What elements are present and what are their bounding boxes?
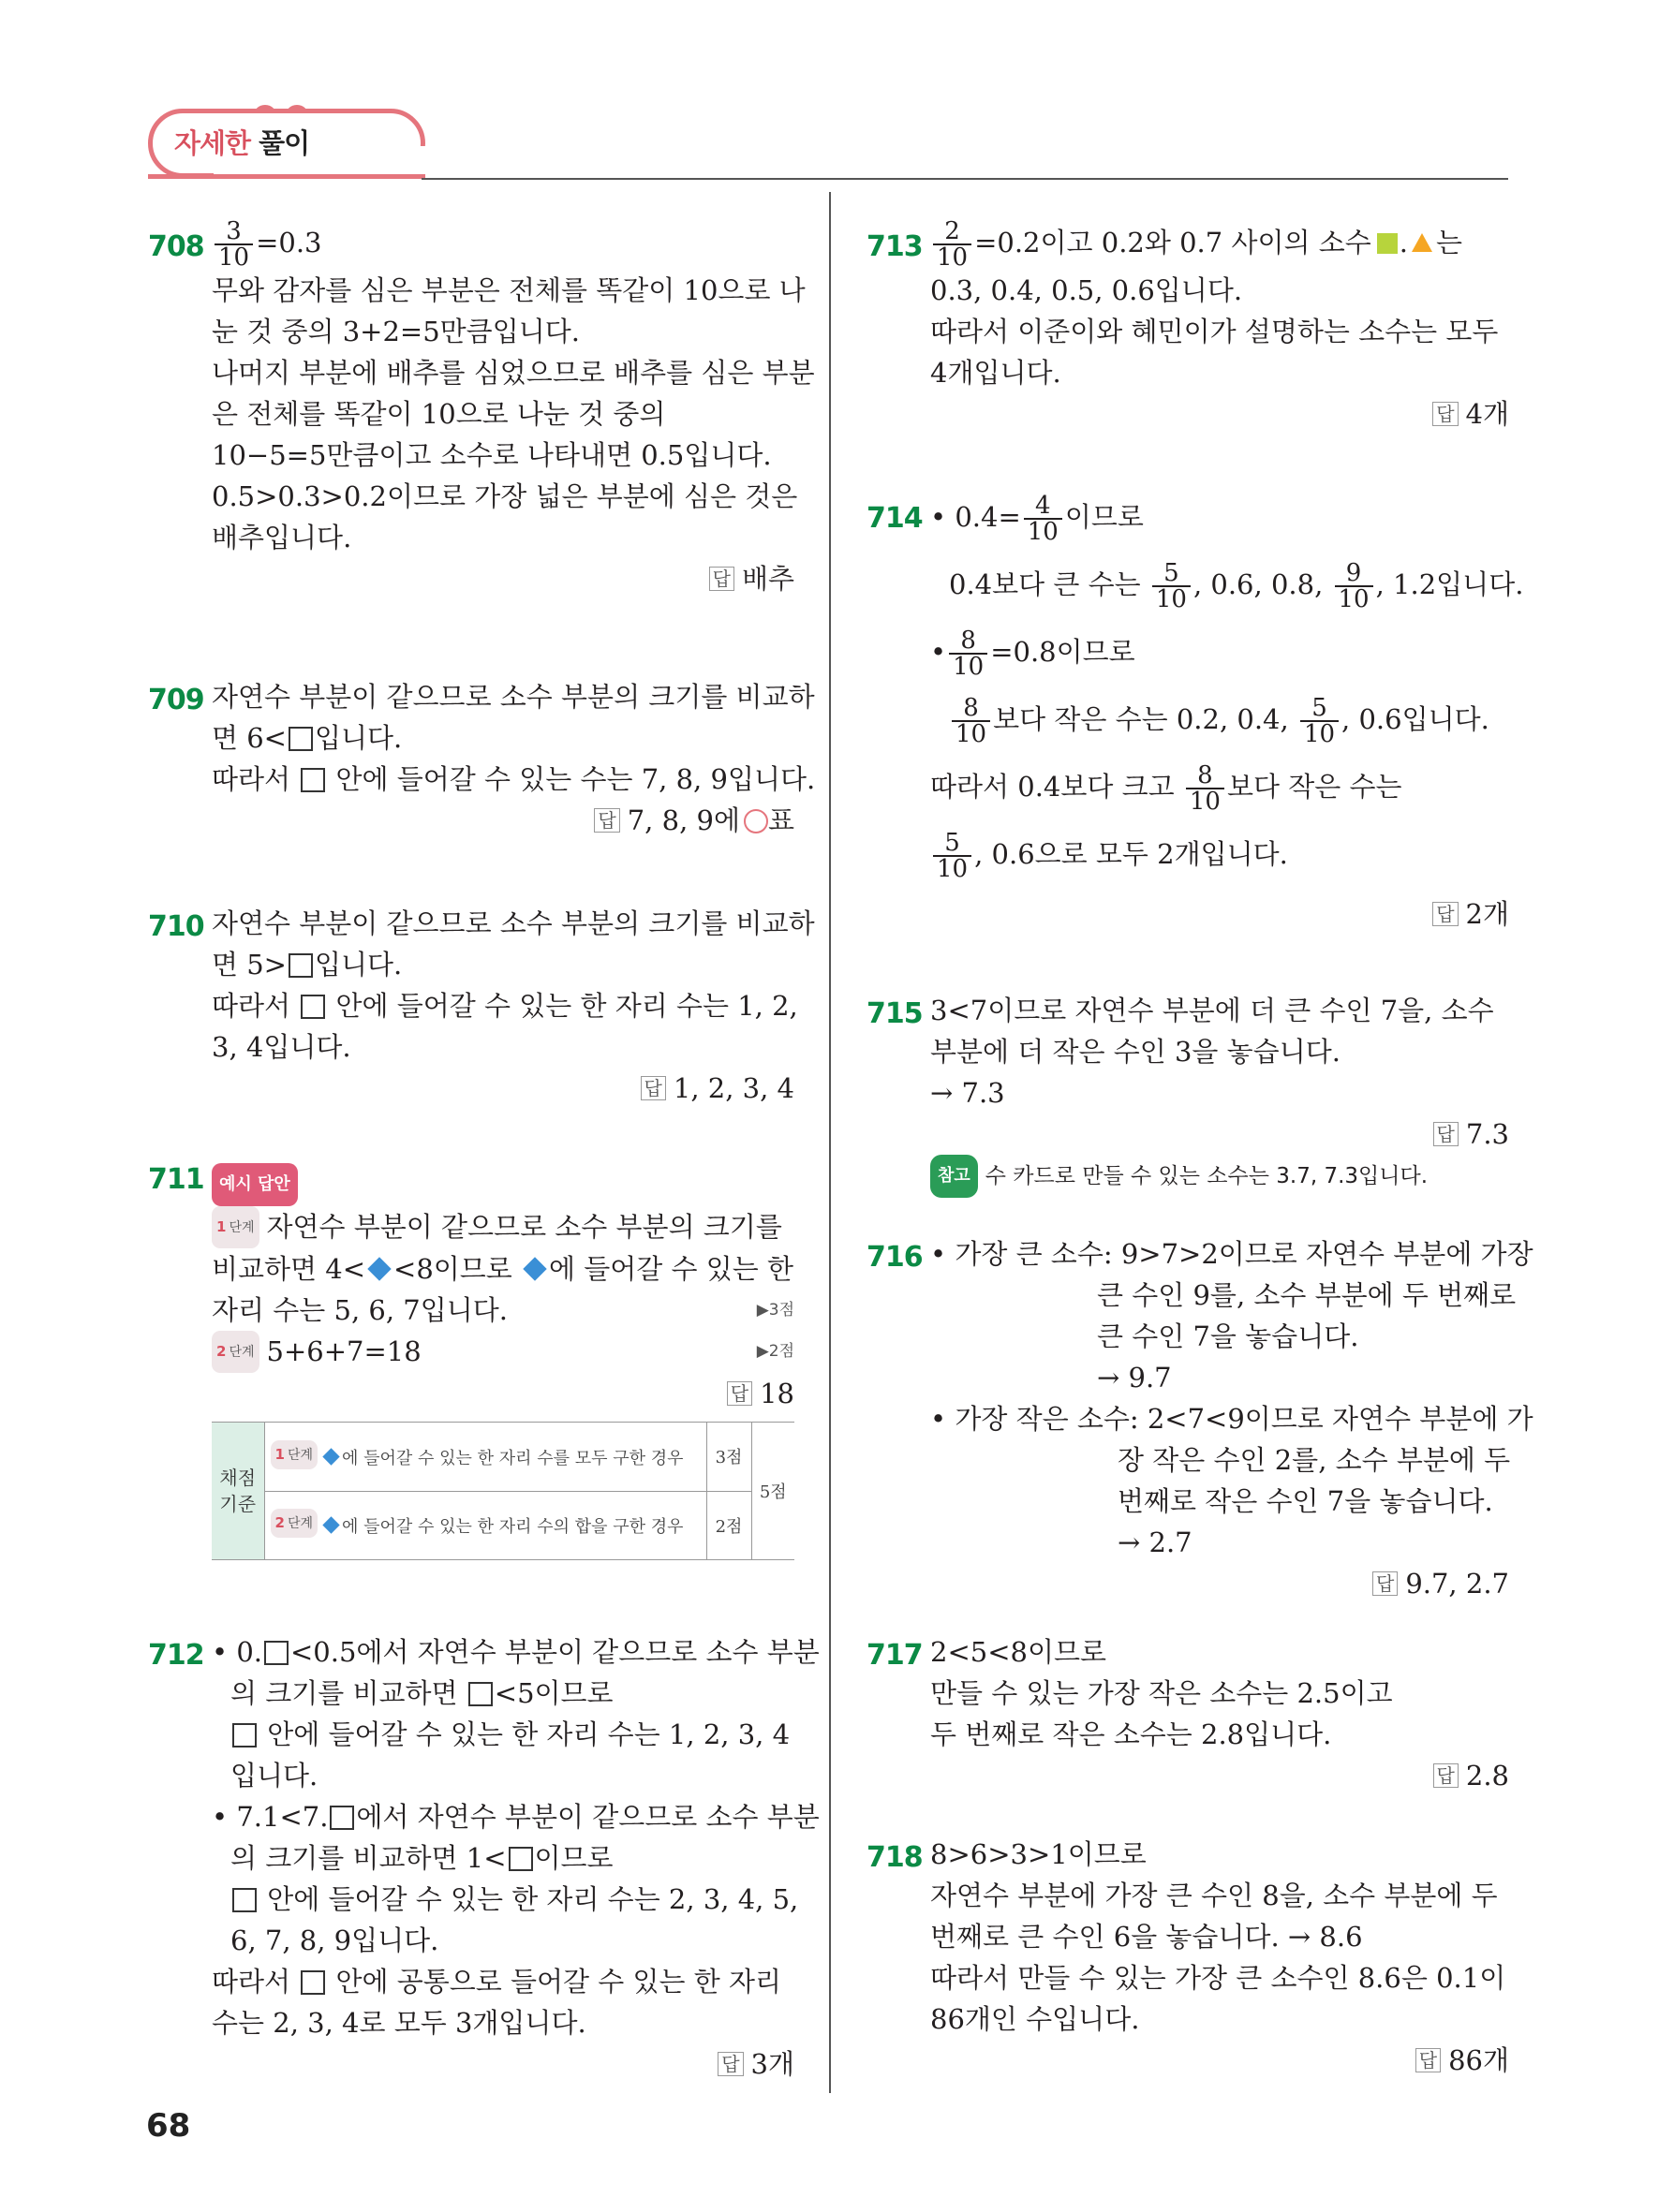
example-answer-badge: 예시 답안 — [212, 1163, 298, 1206]
section-header — [148, 109, 425, 178]
top-divider — [422, 178, 1508, 180]
problem-number: 714 — [867, 502, 923, 535]
answer: 답 2.8 — [930, 1755, 1509, 1796]
blank-box-icon — [301, 995, 325, 1019]
problem-number: 715 — [867, 997, 923, 1030]
blank-box-icon — [301, 768, 325, 792]
problem-number: 716 — [867, 1241, 923, 1274]
text-line: 눈 것 중의 3+2=5만큼입니다. — [212, 316, 580, 347]
problem-number: 709 — [148, 684, 204, 716]
blank-box-icon — [264, 1641, 289, 1665]
answer: 답 9.7, 2.7 — [930, 1563, 1509, 1604]
blank-box-icon — [301, 1970, 325, 1995]
answer: 답 7.3 — [930, 1113, 1509, 1155]
text-line: 은 전체를 똑같이 10으로 나눈 것 중의 — [212, 398, 666, 430]
grading-rubric-table: 채점 기준 1 단계 에 들어갈 수 있는 한 자리 수를 모두 구한 경우 3점 5점 2 단계 에 들어갈 수 있는 한 자리 수의 합을 구한 경우 2점 — [212, 1422, 794, 1560]
blank-box-icon — [232, 1888, 257, 1912]
problem-number: 708 — [148, 230, 204, 263]
step-badge: 2 단계 — [212, 1331, 259, 1373]
diamond-icon — [322, 1517, 339, 1534]
column-divider — [829, 192, 831, 2093]
green-square-icon — [1377, 233, 1398, 254]
text-line: 나머지 부분에 배추를 심었으므로 배추를 심은 부분 — [212, 357, 815, 389]
blank-box-icon — [232, 1723, 257, 1747]
problem-number: 717 — [867, 1639, 923, 1672]
blank-box-icon — [289, 727, 313, 751]
circle-icon — [744, 809, 768, 833]
answer: 답 18 — [212, 1373, 794, 1414]
diamond-icon — [523, 1257, 546, 1280]
answer: 답 3개 — [212, 2043, 794, 2085]
answer: 답 배추 — [212, 558, 794, 599]
blank-box-icon — [509, 1847, 533, 1871]
orange-triangle-icon — [1412, 233, 1432, 252]
diamond-icon — [322, 1448, 339, 1465]
fraction: $\frac{3}{10}$ — [215, 219, 253, 270]
reference-note: 참고 수 카드로 만들 수 있는 소수는 3.7, 7.3입니다. — [930, 1155, 1509, 1198]
problem-number: 710 — [148, 910, 204, 943]
text-line: 무와 감자를 심은 부분은 전체를 똑같이 10으로 나 — [212, 274, 806, 306]
text-line: 0.5>0.3>0.2이므로 가장 넓은 부분에 심은 것은 — [212, 480, 798, 512]
section-title: 자세한 풀이 — [174, 127, 310, 159]
page-number: 68 — [146, 2107, 191, 2145]
step-badge: 1 단계 — [212, 1206, 259, 1248]
blank-box-icon — [468, 1682, 493, 1706]
answer: 답 86개 — [930, 2040, 1509, 2081]
rubric-header: 채점 기준 — [212, 1423, 264, 1560]
problem-number: 711 — [148, 1163, 204, 1196]
diamond-icon — [367, 1257, 391, 1280]
answer: 답 4개 — [930, 393, 1509, 435]
problem-number: 712 — [148, 1639, 204, 1672]
problem-number: 713 — [867, 230, 923, 263]
blank-box-icon — [330, 1806, 354, 1830]
blank-box-icon — [289, 953, 313, 978]
answer: 답 2개 — [930, 893, 1509, 935]
problem-number: 718 — [867, 1841, 923, 1874]
answer: 답 1, 2, 3, 4 — [212, 1068, 794, 1109]
answer: 답 7, 8, 9에 표 — [212, 800, 794, 841]
fraction: $\frac{2}{10}$ — [933, 219, 971, 270]
text-line: 10−5=5만큼이고 소수로 나타내면 0.5입니다. — [212, 439, 772, 471]
text-line: 배추입니다. — [212, 522, 352, 553]
